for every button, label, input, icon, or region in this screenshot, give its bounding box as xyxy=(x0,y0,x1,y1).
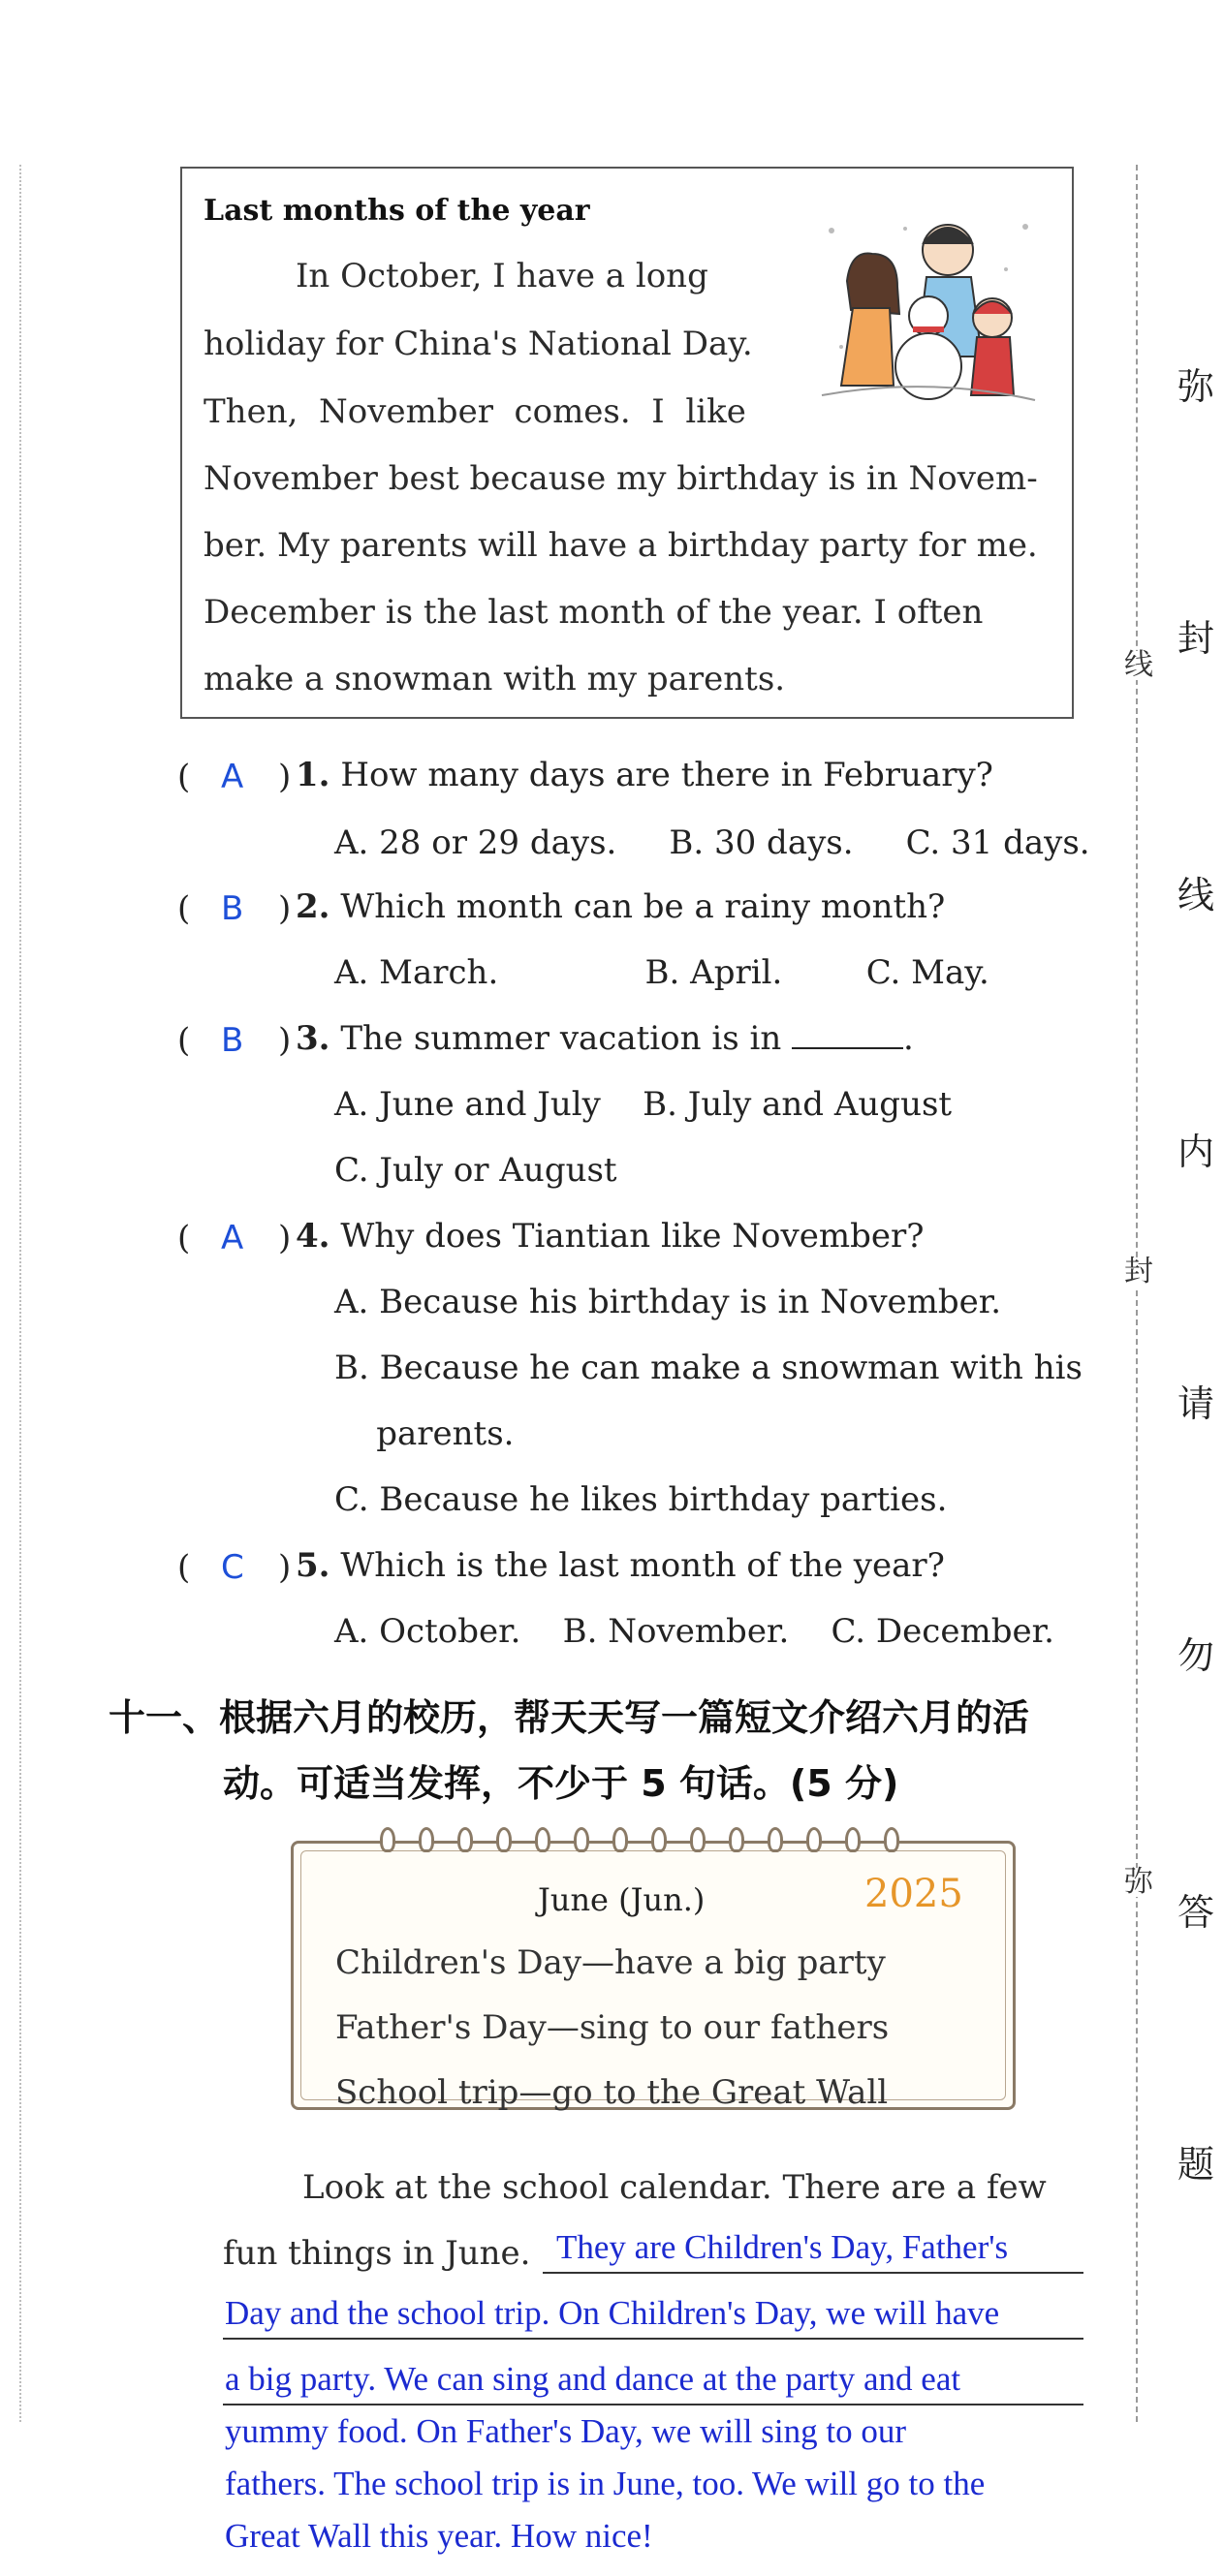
passage-line-7: make a snowman with my parents. xyxy=(204,660,786,698)
binding-label-xian: 线 xyxy=(1124,648,1153,682)
question-text: Which is the last month of the year? xyxy=(340,1546,945,1585)
question-1 xyxy=(296,756,993,794)
writing-rule-line xyxy=(543,2272,1083,2274)
calendar-event-3: School trip—go to the Great Wall xyxy=(335,2073,889,2112)
question-text: Which month can be a rainy month? xyxy=(340,887,946,926)
answer-paren-close: ) xyxy=(278,758,292,796)
question-5 xyxy=(296,1546,945,1585)
fill-in-blank xyxy=(792,1022,903,1049)
calendar-ring-icon xyxy=(574,1827,589,1852)
answer-paren-close: ) xyxy=(278,1021,292,1060)
calendar-ring-icon xyxy=(419,1827,434,1852)
answer-paren-close: ) xyxy=(278,889,292,928)
calendar-ring-icon xyxy=(612,1827,628,1852)
passage-title: Last months of the year xyxy=(204,194,590,228)
side-char-1: 弥 xyxy=(1177,365,1215,408)
passage-line-5: ber. My parents will have a birthday party for me. xyxy=(204,526,1038,565)
side-char-3: 线 xyxy=(1177,874,1215,916)
calendar-ring-icon xyxy=(457,1827,473,1852)
answer-mark: B xyxy=(221,889,244,928)
question-text: How many days are there in February? xyxy=(340,756,993,794)
question-number: 4. xyxy=(296,1217,330,1256)
answer-paren-open: ( xyxy=(177,1021,191,1060)
question-4-option-b: B. Because he can make a snowman with his xyxy=(334,1349,1083,1387)
calendar-ring-icon xyxy=(380,1827,395,1852)
side-char-2: 封 xyxy=(1177,617,1215,660)
question-text: The summer vacation is in xyxy=(340,1019,782,1058)
answer-paren-open: ( xyxy=(177,758,191,796)
calendar-ring-icon xyxy=(729,1827,744,1852)
binding-label-feng: 封 xyxy=(1124,1255,1153,1288)
question-3 xyxy=(296,1019,914,1058)
calendar-ring-icon xyxy=(535,1827,550,1852)
calendar-ring-icon xyxy=(845,1827,861,1852)
question-5-options: A. October. B. November. C. December. xyxy=(334,1612,1054,1651)
section-11-title-line-1: 十一、根据六月的校历，帮天天写一篇短文介绍六月的活 xyxy=(109,1696,1030,1739)
question-1-options: A. 28 or 29 days. B. 30 days. C. 31 days. xyxy=(334,823,1090,862)
answer-mark: B xyxy=(221,1021,244,1060)
question-3-options-a-b: A. June and July B. July and August xyxy=(334,1085,953,1124)
essay-printed-line-2: fun things in June. xyxy=(223,2234,531,2273)
essay-printed-line-1: Look at the school calendar. There are a few xyxy=(302,2168,1047,2207)
binding-dashed-line xyxy=(1136,165,1138,2422)
answer-paren-close: ) xyxy=(278,1219,292,1257)
calendar-ring-icon xyxy=(496,1827,512,1852)
answer-paren-open: ( xyxy=(177,1219,191,1257)
answer-mark: C xyxy=(221,1548,244,1587)
calendar-ring-icon xyxy=(884,1827,899,1852)
passage-line-1: In October, I have a long xyxy=(296,257,708,295)
answer-mark: A xyxy=(221,758,244,796)
binding-label-mi: 弥 xyxy=(1124,1865,1153,1899)
answer-paren-open: ( xyxy=(177,889,191,928)
answer-paren-close: ) xyxy=(278,1548,292,1587)
calendar-ring-icon xyxy=(806,1827,822,1852)
side-char-4: 内 xyxy=(1177,1131,1215,1173)
left-margin-dotted-line xyxy=(19,165,21,2422)
question-2-options: A. March. B. April. C. May. xyxy=(334,953,989,992)
question-number: 2. xyxy=(296,887,330,926)
essay-answer-line-5: fathers. The school trip is in June, too. We will go to the xyxy=(225,2465,986,2502)
essay-answer-line-4: yummy food. On Father's Day, we will sing to our xyxy=(225,2412,906,2450)
side-char-6: 勿 xyxy=(1177,1634,1215,1677)
essay-answer-line-1: They are Children's Day, Father's xyxy=(556,2228,1009,2266)
passage-line-4: November best because my birthday is in Novem- xyxy=(204,459,1038,498)
question-3-options-c: C. July or August xyxy=(334,1151,617,1190)
question-number: 1. xyxy=(296,756,330,794)
calendar-ring-icon xyxy=(768,1827,783,1852)
writing-rule-line xyxy=(223,2404,1083,2405)
question-text: Why does Tiantian like November? xyxy=(340,1217,925,1256)
family-snowman-illustration xyxy=(812,202,1045,415)
essay-answer-line-3: a big party. We can sing and dance at the party and eat xyxy=(225,2360,961,2398)
calendar-month-heading: June (Jun.) xyxy=(538,1881,706,1918)
answer-mark: A xyxy=(221,1219,244,1257)
calendar-year: 2025 xyxy=(864,1872,963,1916)
passage-line-2: holiday for China's National Day. xyxy=(204,325,753,363)
question-number: 5. xyxy=(296,1546,330,1585)
question-number: 3. xyxy=(296,1019,330,1058)
question-4-option-c: C. Because he likes birthday parties. xyxy=(334,1480,948,1519)
writing-rule-line xyxy=(223,2338,1083,2340)
side-char-8: 题 xyxy=(1177,2143,1215,2186)
essay-answer-line-6: Great Wall this year. How nice! xyxy=(225,2517,653,2555)
question-2 xyxy=(296,887,945,926)
question-text-end: . xyxy=(903,1019,914,1058)
calendar-ring-icon xyxy=(651,1827,667,1852)
side-char-7: 答 xyxy=(1177,1891,1215,1934)
question-4 xyxy=(296,1217,924,1256)
calendar-event-2: Father's Day—sing to our fathers xyxy=(335,2008,890,2047)
calendar-ring-icon xyxy=(690,1827,706,1852)
question-4-option-b-cont: parents. xyxy=(334,1414,515,1453)
essay-answer-line-2: Day and the school trip. On Children's Day, we will have xyxy=(225,2294,1000,2332)
answer-paren-open: ( xyxy=(177,1548,191,1587)
section-11-title-line-2: 动。可适当发挥，不少于 5 句话。(5 分) xyxy=(223,1762,899,1805)
passage-line-6: December is the last month of the year. I often xyxy=(204,593,984,632)
question-4-option-a: A. Because his birthday is in November. xyxy=(334,1283,1002,1321)
side-char-5: 请 xyxy=(1177,1382,1215,1425)
passage-line-3: Then, November comes. I like xyxy=(204,392,746,431)
calendar-event-1: Children's Day—have a big party xyxy=(335,1943,886,1982)
